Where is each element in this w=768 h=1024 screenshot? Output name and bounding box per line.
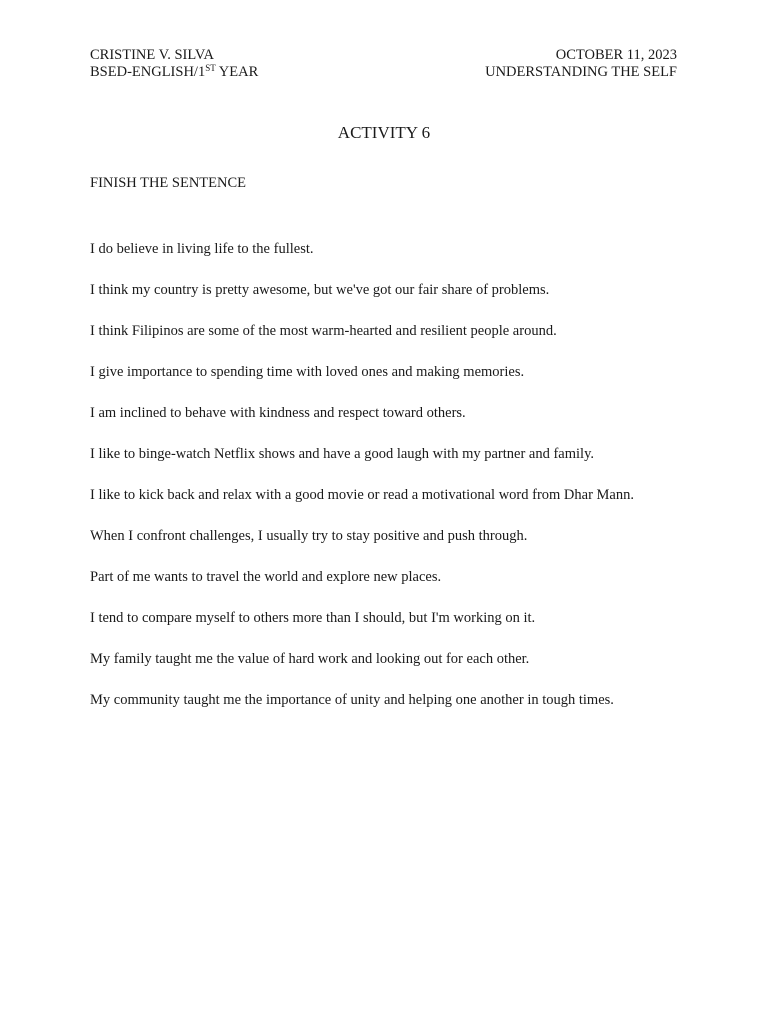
- student-name: CRISTINE V. SILVA: [90, 47, 214, 63]
- course-name: UNDERSTANDING THE SELF: [485, 64, 677, 80]
- sentence: I give importance to spending time with loved ones and making memories.: [90, 364, 525, 380]
- sentence: I think my country is pretty awesome, but we've got our fair share of problems.: [90, 282, 550, 298]
- activity-title: ACTIVITY 6: [337, 123, 431, 142]
- document-date: OCTOBER 11, 2023: [555, 47, 677, 63]
- sentence: My community taught me the importance of unity and helping one another in tough times.: [90, 692, 614, 708]
- sentence-list: [90, 241, 710, 733]
- sentence: I like to kick back and relax with a good movie or read a motivational word from Dhar Mann.: [90, 487, 634, 503]
- program-suffix: YEAR: [215, 64, 259, 80]
- sentence: I like to binge-watch Netflix shows and have a good laugh with my partner and family.: [90, 446, 595, 462]
- header-right: [485, 47, 677, 81]
- sentence: I do believe in living life to the fullest.: [90, 241, 314, 257]
- sentence: I think Filipinos are some of the most warm-hearted and resilient people around.: [90, 323, 557, 339]
- program-prefix: BSED-ENGLISH/1: [90, 64, 206, 80]
- sentence: When I confront challenges, I usually try to stay positive and push through.: [90, 528, 528, 544]
- program-superscript: ST: [205, 63, 216, 73]
- section-heading: FINISH THE SENTENCE: [90, 175, 247, 191]
- sentence: My family taught me the value of hard work and looking out for each other.: [90, 651, 530, 667]
- sentence: Part of me wants to travel the world and explore new places.: [90, 569, 442, 585]
- header-left: [90, 47, 258, 81]
- student-program: [90, 64, 258, 81]
- sentence: I tend to compare myself to others more than I should, but I'm working on it.: [90, 610, 536, 626]
- sentence: I am inclined to behave with kindness and respect toward others.: [90, 405, 466, 421]
